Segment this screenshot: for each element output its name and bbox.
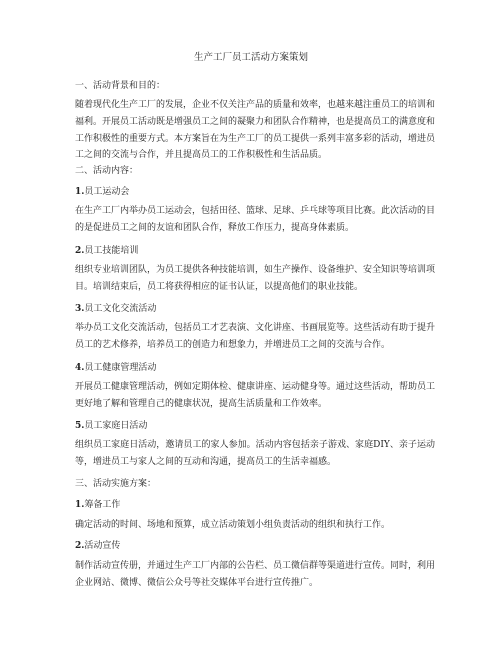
item-paragraph: 组织员工家庭日活动，邀请员工的家人参加。活动内容包括亲子游戏、家庭DIY、亲子运动等，增进员工与家人之间的互动和沟通，提高员工的生活幸福感。 (75, 440, 435, 467)
item-heading (75, 538, 435, 555)
section-heading: 一、活动背景和目的： (75, 81, 166, 91)
item-number: 3. (75, 304, 85, 314)
item-label: 员工健康管理活动 (84, 363, 157, 373)
item-heading (75, 418, 435, 435)
item-label: 筹备工作 (84, 500, 121, 510)
section-heading: 三、活动实施方案： (75, 479, 157, 489)
item-heading (75, 360, 435, 377)
item-heading (75, 497, 435, 514)
item-paragraph: 在生产工厂内举办员工运动会，包括田径、篮球、足球、乒乓球等项目比赛。此次活动的目的是促进员工之间的友谊和团队合作，释放工作压力，提高身体素质。 (75, 206, 436, 233)
item-heading (75, 184, 435, 201)
item-label: 活动宣传 (84, 541, 121, 551)
item-number: 2. (75, 246, 85, 256)
item-label: 员工技能培训 (84, 246, 139, 256)
item-paragraph: 举办员工文化交流活动，包括员工才艺表演、文化讲座、书画展览等。这些活动有助于提升员工的艺术修养，培养员工的创造力和想象力，并增进员工之间的交流与合作。 (75, 323, 436, 350)
item-number: 1. (75, 187, 85, 197)
item-paragraph: 组织专业培训团队，为员工提供各种技能培训，如生产操作、设备维护、安全知识等培训项目。培训结束后，员工将获得相应的证书认证，以提高他们的职业技能。 (75, 265, 436, 292)
item-heading (75, 301, 435, 318)
item-number: 1. (75, 500, 85, 510)
section-paragraph: 随着现代化生产工厂的发展，企业不仅关注产品的质量和效率，也越来越注重员工的培训和福利。开展员工活动既是增强员工之间的凝聚力和团队合作精神，也是提高员工的满意度和工作积极性的重要方式。本方案旨在为生产工厂的员工提供一系列丰富多彩的活动，增进员工之间的交流与合作，并且提高员工的工作积极性和生活品质。 (75, 100, 436, 161)
item-label: 员工运动会 (84, 187, 130, 197)
item-number: 5. (75, 421, 85, 431)
item-number: 4. (75, 363, 85, 373)
item-paragraph: 开展员工健康管理活动，例如定期体检、健康讲座、运动健身等。通过这些活动，帮助员工更好地了解和管理自己的健康状况，提高生活质量和工作效率。 (75, 382, 436, 409)
item-label: 员工文化交流活动 (84, 304, 157, 314)
item-number: 2. (75, 541, 85, 551)
item-label: 员工家庭日活动 (84, 421, 148, 431)
section-heading: 二、活动内容： (75, 166, 139, 176)
item-paragraph: 确定活动的时间、场地和预算，成立活动策划小组负责活动的组织和执行工作。 (75, 520, 391, 530)
item-paragraph: 制作活动宣传册，并通过生产工厂内部的公告栏、员工微信群等渠道进行宣传。同时，利用企业网站、微博、微信公众号等社交媒体平台进行宣传推广。 (75, 561, 436, 588)
document-title: 生产工厂员工活动方案策划 (193, 52, 308, 63)
item-heading (75, 243, 435, 260)
